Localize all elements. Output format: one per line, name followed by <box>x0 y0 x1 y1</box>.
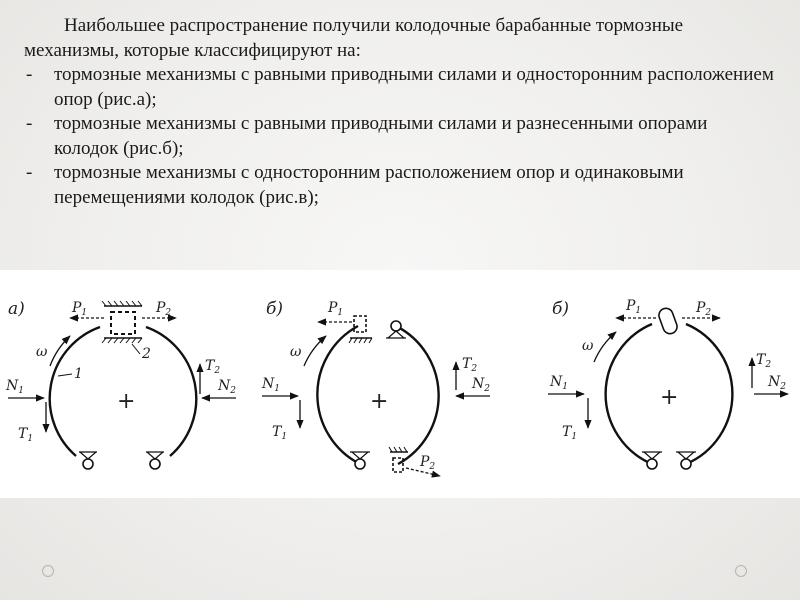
diagram-a-label: а) <box>8 299 25 319</box>
brake-shoe-left <box>606 324 652 464</box>
brake-shoe-right <box>396 326 439 464</box>
bullet-dash: - <box>26 64 33 85</box>
label-T1: $T_1$ <box>18 426 34 444</box>
label-N1: $N_1$ <box>550 374 568 392</box>
bullet-dash: - <box>26 162 33 183</box>
label-omega: ω <box>36 344 48 360</box>
rotation-arrow <box>594 332 616 362</box>
center-mark: + <box>660 385 679 410</box>
label-P2: $P_2$ <box>156 300 172 318</box>
label-N1: $N_1$ <box>262 376 280 394</box>
label-P1: $P_1$ <box>626 298 642 316</box>
brake-diagrams-svg <box>0 270 800 498</box>
brake-diagrams-figure <box>0 270 800 498</box>
bullet-list <box>24 63 776 210</box>
label-N2: $N_2$ <box>768 374 786 392</box>
circle-nav-icon[interactable] <box>42 565 54 577</box>
label-omega: ω <box>582 338 594 354</box>
brake-shoe-right <box>146 327 196 456</box>
label-T2: $T_2$ <box>462 356 478 374</box>
diagram-b-label: б) <box>266 299 284 319</box>
label-omega: ω <box>290 344 302 360</box>
diagram-a <box>5 299 236 469</box>
brake-shoe-left <box>50 327 100 456</box>
diagram-b <box>261 299 490 476</box>
intro-paragraph: Наибольшее распространение получили колодочные барабанные тормозные механизмы, которые классифицируют на: <box>24 15 684 61</box>
label-part-1: 1 <box>74 366 83 382</box>
brake-shoe-left <box>317 326 360 464</box>
bullet-item <box>24 112 776 161</box>
center-mark: + <box>117 389 136 414</box>
diagram-c <box>548 298 788 469</box>
pivot-top <box>391 321 401 331</box>
label-N1: $N_1$ <box>6 378 24 396</box>
center-mark: + <box>370 389 389 414</box>
label-T1: $T_1$ <box>272 424 288 442</box>
bullet-item <box>24 63 776 112</box>
pivot-left <box>647 459 657 469</box>
pivot-bottom <box>355 459 365 469</box>
circle-nav-icon[interactable] <box>735 565 747 577</box>
actuator-cylinder <box>393 458 403 472</box>
bullet-text: тормозные механизмы с равными приводными силами и разнесенными опорами колодок (рис.б); <box>54 113 708 159</box>
label-P1: $P_1$ <box>328 300 344 318</box>
actuator-cylinder <box>354 316 366 332</box>
pivot-left <box>83 459 93 469</box>
label-P1: $P_1$ <box>72 300 88 318</box>
label-P2: $P_2$ <box>420 454 436 472</box>
cam-expander <box>657 306 679 335</box>
bullet-text: тормозные механизмы с односторонним расположением опор и одинаковыми перемещениями колодок (рис.в); <box>54 162 684 208</box>
bullet-text: тормозные механизмы с равными приводными силами и односторонним расположением опор (рис.а); <box>54 64 774 110</box>
bullet-item <box>24 161 776 210</box>
bullet-dash: - <box>26 113 33 134</box>
label-part-2: 2 <box>142 346 151 362</box>
text-block <box>24 14 776 210</box>
pivot-right <box>150 459 160 469</box>
label-T1: $T_1$ <box>562 424 578 442</box>
label-N2: $N_2$ <box>472 376 490 394</box>
brake-shoe-right <box>686 324 732 464</box>
label-N2: $N_2$ <box>218 378 236 396</box>
label-T2: $T_2$ <box>205 358 221 376</box>
pivot-right <box>681 459 691 469</box>
diagram-c-label: б) <box>552 299 570 319</box>
label-T2: $T_2$ <box>756 352 772 370</box>
actuator-cylinder <box>111 312 135 334</box>
rotation-arrow <box>304 336 326 366</box>
label-P2: $P_2$ <box>696 300 712 318</box>
